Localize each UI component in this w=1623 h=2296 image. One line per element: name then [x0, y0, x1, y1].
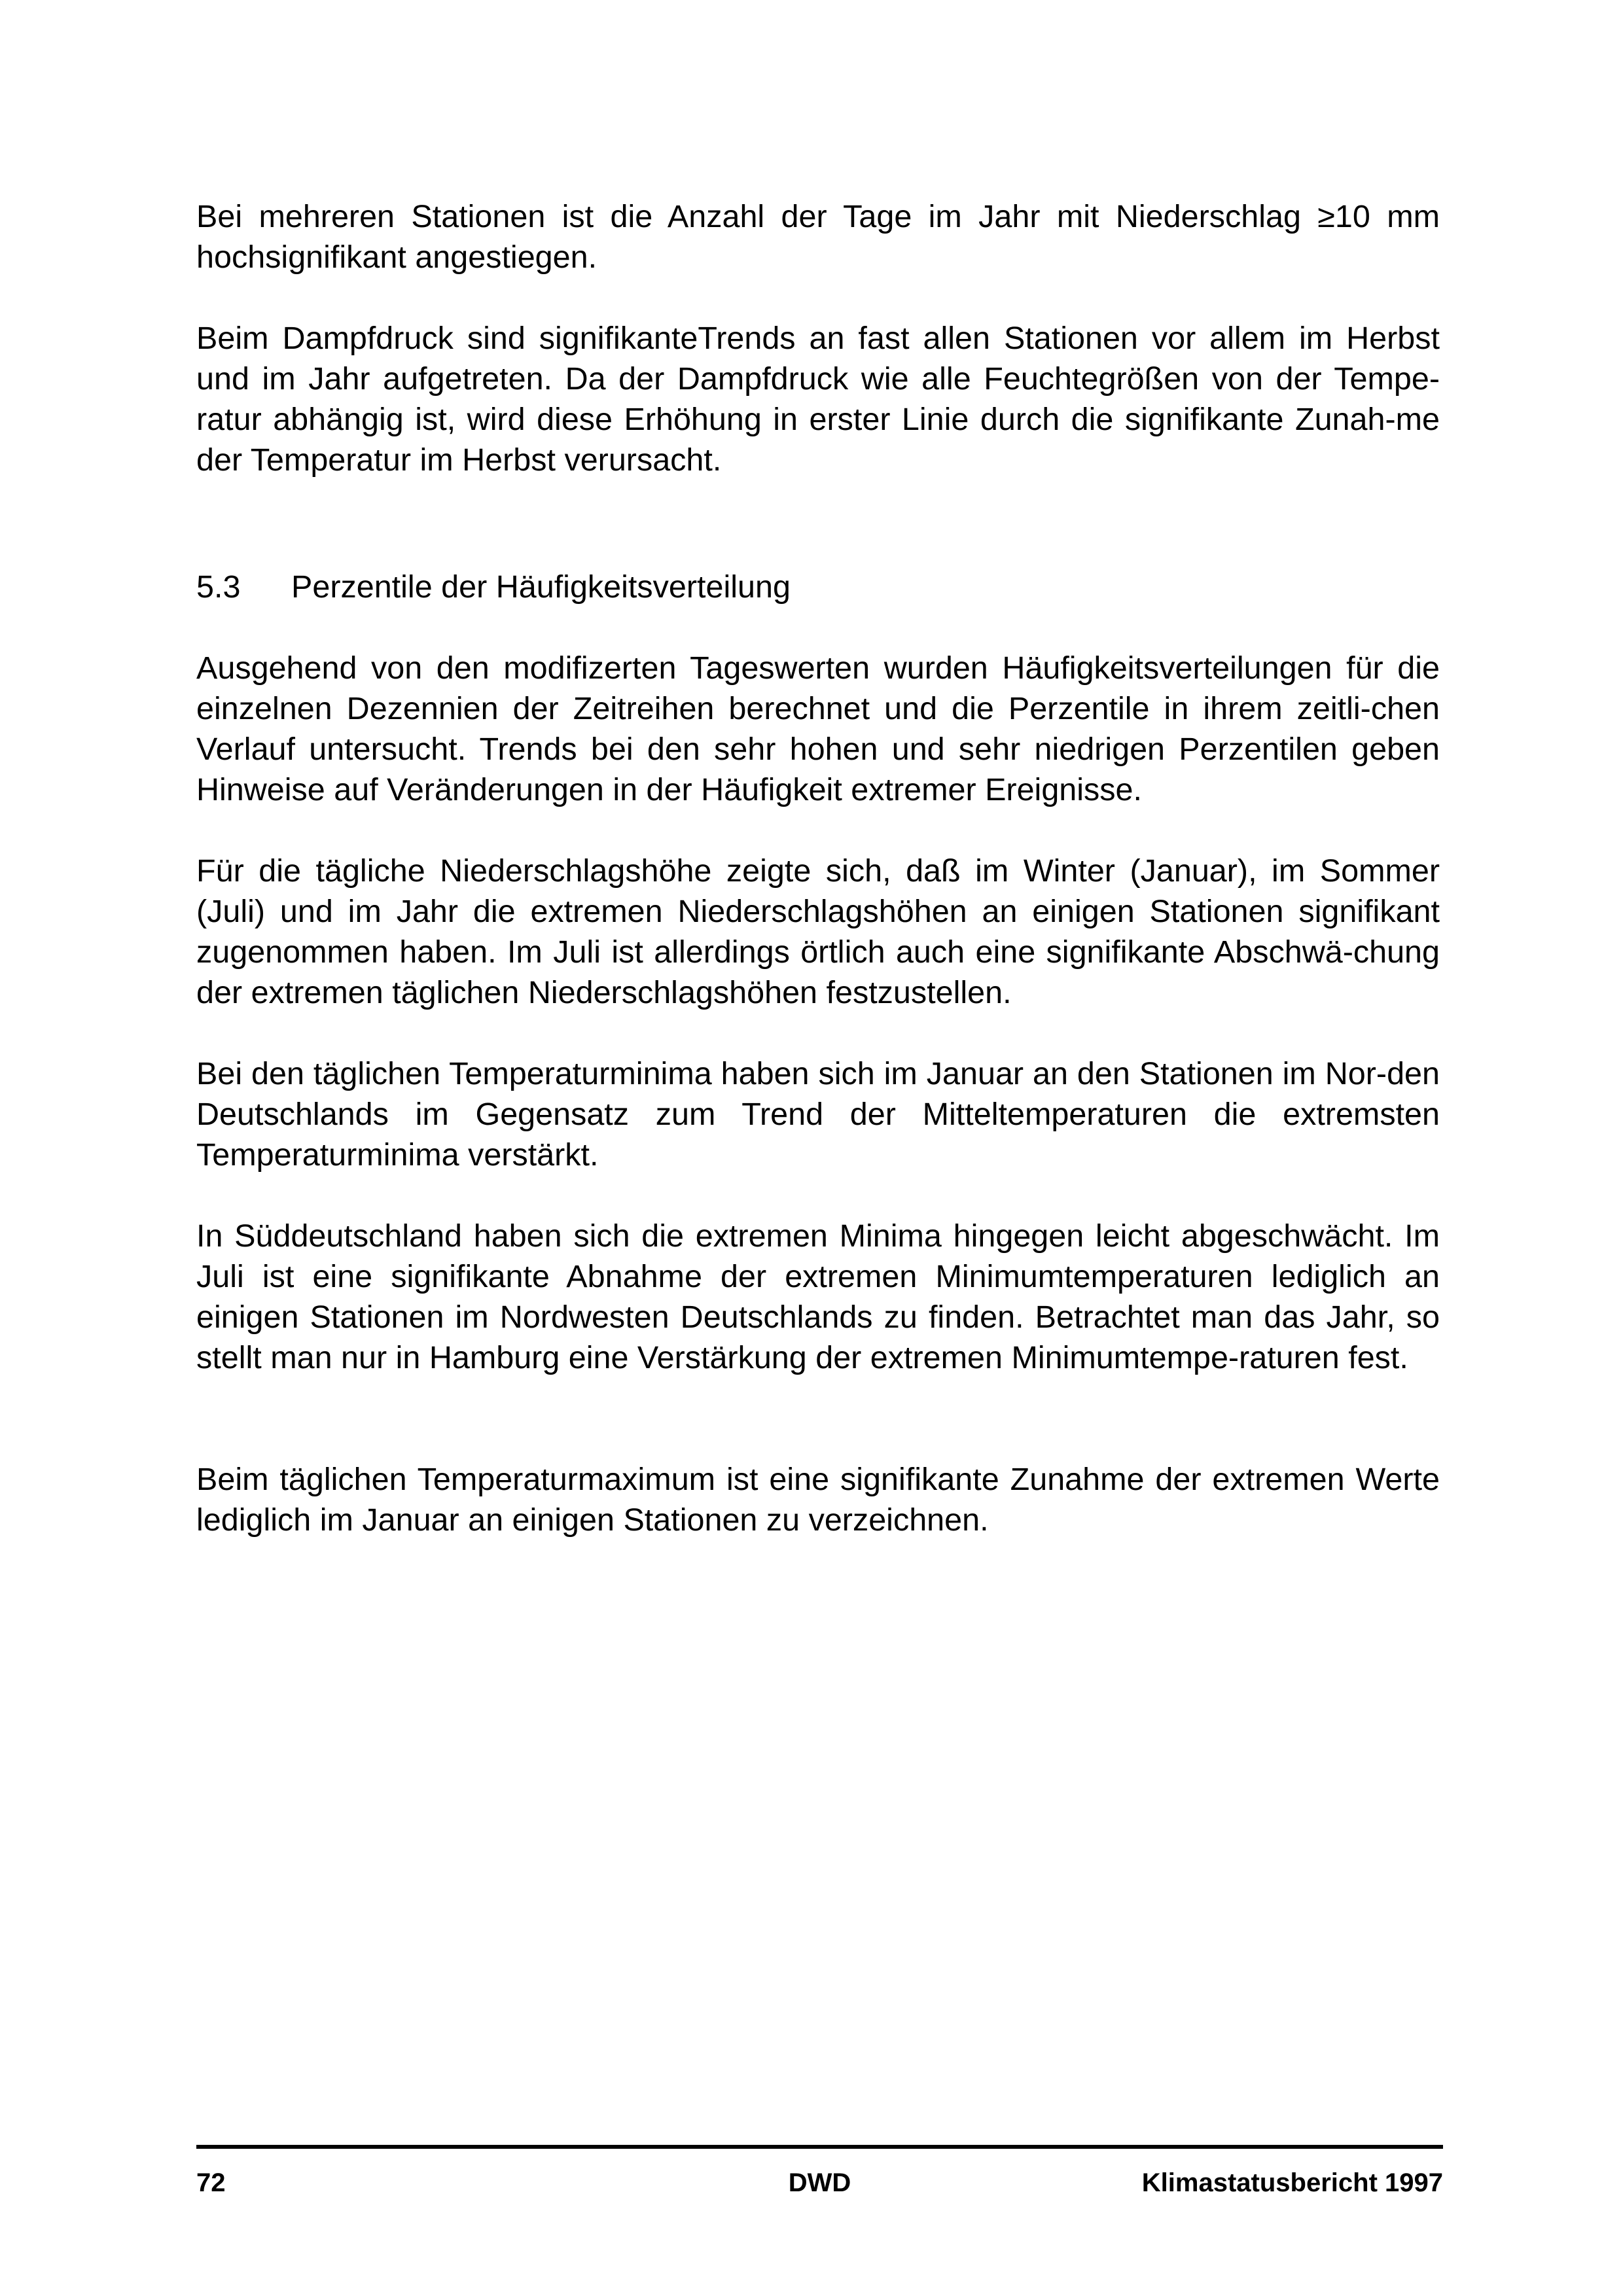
footer-report-title: Klimastatusbericht 1997 [1141, 2168, 1443, 2197]
section-number: 5.3 [196, 569, 241, 605]
paragraph-perzentile-intro: Ausgehend von den modifizerten Tageswerten wurden Häufigkeitsverteilungen für die einzelnen Dezennien der Zeitreihen berechnet und die Perzentile in ihrem zeitli-chen Verlauf untersucht. Trends bei den sehr hohen und sehr niedrigen Perzentilen geben Hinweise auf Veränderungen in der Häufigkeit extremer Ereignisse. [196, 650, 1440, 807]
section-heading [196, 567, 791, 607]
paragraph-niederschlag-tage: Bei mehreren Stationen ist die Anzahl der Tage im Jahr mit Niederschlag ≥10 mm hochsignifikant angestiegen. [196, 199, 1440, 275]
footer-publisher: DWD [788, 2168, 851, 2197]
paragraph-dampfdruck: Beim Dampfdruck sind signifikanteTrends an fast allen Stationen vor allem im Herbst und im Jahr aufgetreten. Da der Dampfdruck wie alle Feuchtegrößen von der Tempe-ratur abhängig ist, wird diese Erhöhung in erster Linie durch die signifikante Zunah-me der Temperatur im Herbst verursacht. [196, 321, 1440, 478]
paragraph-temperaturminima: Bei den täglichen Temperaturminima haben sich im Januar an den Stationen im Nor-den Deutschlands im Gegensatz zum Trend der Mitteltemperaturen die extremsten Temperaturminima verstärkt. [196, 1056, 1440, 1173]
section-title: Perzentile der Häufigkeitsverteilung [291, 569, 791, 605]
paragraph-sueddeutschland: In Süddeutschland haben sich die extremen Minima hingegen leicht abgeschwächt. Im Juli ist eine signifikante Abnahme der extremen Minimumtemperaturen lediglich an einigen Stationen im Nordwesten Deutschlands zu finden. Betrachtet man das Jahr, so stellt man nur in Hamburg eine Verstärkung der extremen Minimumtempe-raturen fest. [196, 1218, 1440, 1375]
footer-page-number: 72 [196, 2168, 226, 2197]
page-footer [196, 2163, 1443, 2202]
paragraph-niederschlagshoehe: Für die tägliche Niederschlagshöhe zeigte sich, daß im Winter (Januar), im Sommer (Juli) und im Jahr die extremen Niederschlagshöhen an einigen Stationen signifikant zugenommen haben. Im Juli ist allerdings örtlich auch eine signifikante Abschwä-chung der extremen täglichen Niederschlagshöhen festzustellen. [196, 853, 1440, 1010]
footer-rule [196, 2145, 1443, 2149]
paragraph-temperaturmaximum: Beim täglichen Temperaturmaximum ist eine signifikante Zunahme der extremen Werte lediglich im Januar an einigen Stationen zu verzeichnen. [196, 1462, 1440, 1538]
